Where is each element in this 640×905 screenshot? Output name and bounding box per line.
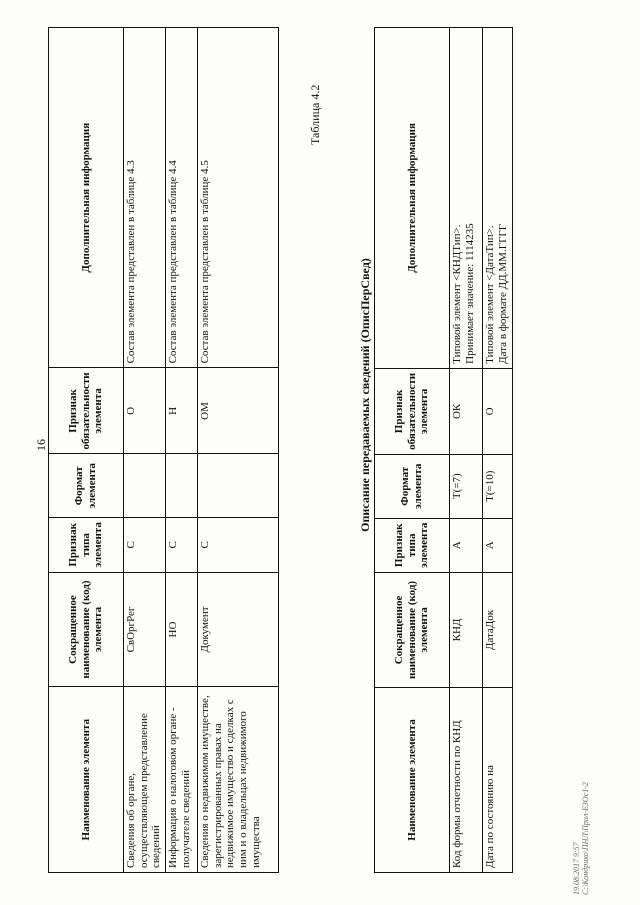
cell-info: Состав элемента представлен в таблице 4.3 <box>124 28 166 368</box>
header-name: Наименование элемента <box>375 687 450 872</box>
info-line: Дата в формате ДД.ММ.ГГГГ <box>496 223 509 364</box>
header-type: Признак типа элемента <box>375 518 450 572</box>
cell-required: Н <box>166 368 198 454</box>
cell-code: КНД <box>450 572 483 687</box>
header-info: Дополнительная информация <box>375 28 450 369</box>
header-code: Сокращенное наименование (код) элемента <box>375 572 450 687</box>
cell-info <box>483 28 513 369</box>
header-required: Признак обязательности элемента <box>375 368 450 454</box>
cell-type: С <box>166 518 198 572</box>
cell-required: О <box>483 368 513 454</box>
table-header-row <box>49 28 124 873</box>
table-row <box>166 28 198 873</box>
cell-required: ОМ <box>198 368 279 454</box>
elements-table-4-1 <box>48 27 279 873</box>
cell-name: Сведения о недвижимом имуществе, зарегистрированных правах на недвижимое имущество и сделках с ним и о владельцах недвижимого имущества <box>198 687 279 873</box>
cell-info: Состав элемента представлен в таблице 4.4 <box>166 28 198 368</box>
cell-info: Состав элемента представлен в таблице 4.5 <box>198 28 279 368</box>
header-name: Наименование элемента <box>49 687 124 873</box>
info-line: Принимает значение: 1114235 <box>463 223 476 364</box>
table-row <box>198 28 279 873</box>
stamp-date: 19.08.2017 9:57 <box>572 842 581 895</box>
cell-name: Код формы отчетности по КНД <box>450 687 483 872</box>
table-row <box>124 28 166 873</box>
table-caption: Описание передаваемых сведений (ОписПерСвед) <box>358 258 372 532</box>
cell-format: T(=7) <box>450 454 483 518</box>
table-row <box>450 28 483 873</box>
header-code: Сокращенное наименование (код) элемента <box>49 572 124 687</box>
header-required: Признак обязательности элемента <box>49 368 124 454</box>
info-line: Типовой элемент <КНДТип>. <box>451 224 463 364</box>
header-type: Признак типа элемента <box>49 518 124 572</box>
cell-type: А <box>483 518 513 572</box>
elements-table-4-2 <box>374 27 513 873</box>
cell-code: Документ <box>198 572 279 687</box>
cell-code: СвОргРег <box>124 572 166 687</box>
info-line: Типовой элемент <ДатаТип>. <box>484 225 496 364</box>
cell-name: Дата по состоянию на <box>483 687 513 872</box>
cell-format <box>198 454 279 518</box>
cell-format <box>124 454 166 518</box>
cell-format <box>166 454 198 518</box>
print-stamp <box>572 782 590 895</box>
cell-required: ОК <box>450 368 483 454</box>
header-format: Формат элемента <box>49 454 124 518</box>
stamp-path: С:\Кондрико\ПНЛ\Прил-Е3Ос1-2 <box>581 782 591 895</box>
table-label: Таблица 4.2 <box>308 84 322 145</box>
cell-type: А <box>450 518 483 572</box>
cell-type: С <box>198 518 279 572</box>
cell-format: T(=10) <box>483 454 513 518</box>
header-format: Формат элемента <box>375 454 450 518</box>
cell-code: ДатаДок <box>483 572 513 687</box>
table-row <box>483 28 513 873</box>
cell-name: Сведения об органе, осуществляющем представление сведений <box>124 687 166 873</box>
table-header-row <box>375 28 450 873</box>
cell-required: О <box>124 368 166 454</box>
cell-type: С <box>124 518 166 572</box>
page-number: 16 <box>34 439 48 451</box>
cell-name: Информация о налоговом органе - получателе сведений <box>166 687 198 873</box>
cell-info <box>450 28 483 369</box>
header-info: Дополнительная информация <box>49 28 124 368</box>
cell-code: НО <box>166 572 198 687</box>
